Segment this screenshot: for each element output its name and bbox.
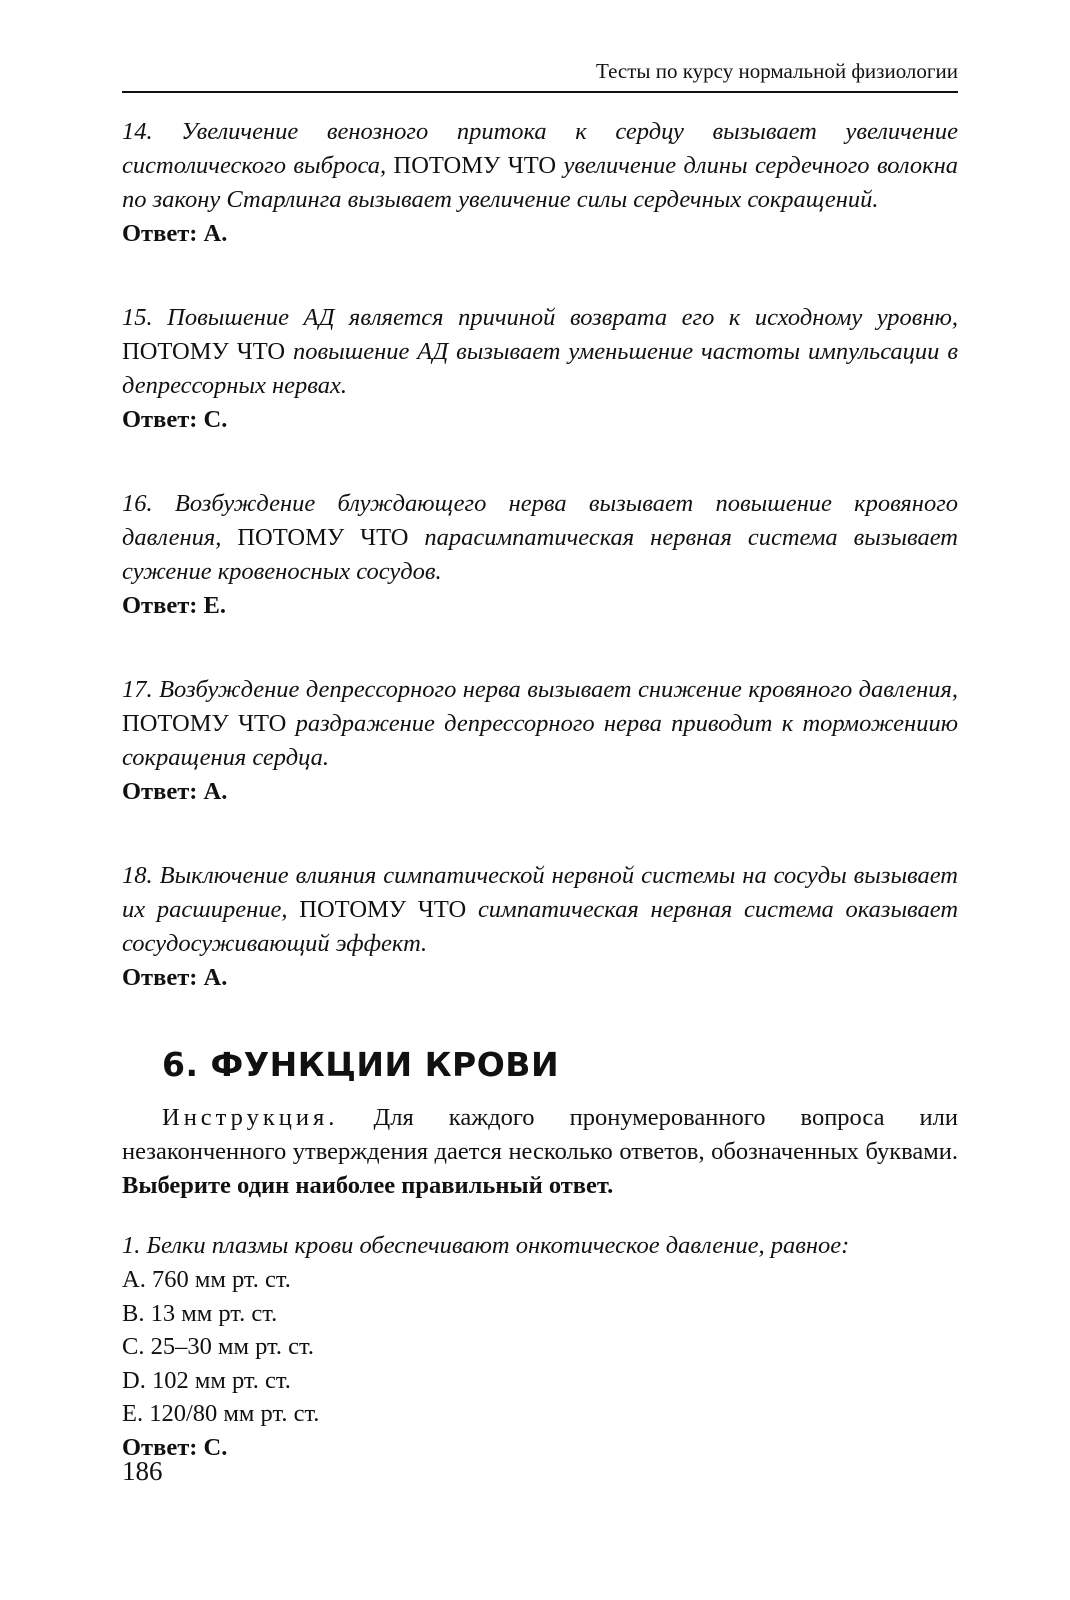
question-15 (122, 301, 958, 403)
question-statement: Возбуждение депрессорного нерва вызывает снижение кровяного давления, (159, 676, 959, 703)
question-statement: Возбуждение блуждающего нерва вызывает повышение кровяного давления, (122, 490, 959, 551)
question-reason: раздражение депрессорного нерва приводит к торможениию сокращения сердца. (122, 710, 958, 771)
mc-answer-1: Ответ: С. (122, 1433, 228, 1461)
mc-question-1 (122, 1229, 958, 1263)
option-b: B. 13 мм рт. ст. (122, 1299, 278, 1327)
question-number: 18. (122, 862, 153, 889)
instruction-text: Для каждого пронумерованного вопроса или незаконченного утверждения дается несколько ответов, обозначенных буквами. (122, 1104, 959, 1165)
question-14 (122, 115, 958, 217)
mc-options (122, 1263, 958, 1431)
mc-question-number: 1. (122, 1232, 141, 1259)
answer-14: Ответ: А. (122, 220, 228, 247)
instruction-lead: Инструкция. (162, 1104, 339, 1131)
answer-15: Ответ: С. (122, 406, 228, 433)
section-instruction (122, 1101, 958, 1203)
page-content (122, 115, 958, 1465)
question-18 (122, 859, 958, 961)
question-connector: ПОТОМУ ЧТО (299, 896, 467, 923)
question-number: 14. (122, 118, 153, 145)
page-number: 186 (122, 1456, 163, 1486)
question-connector: ПОТОМУ ЧТО (122, 338, 286, 365)
answer-16: Ответ: Е. (122, 592, 226, 619)
question-reason: повышение АД вызывает уменьшение частоты импульсации в депрессорных нервах. (122, 338, 958, 399)
mc-question-text: Белки плазмы крови обеспечивают онкотическое давление, равное: (146, 1232, 850, 1259)
question-statement: Увеличение венозного притока к сердцу вызывает увеличение систолического выброса, (122, 118, 959, 179)
question-reason: парасимпатическая нервная система вызывает сужение кровеносных сосудов. (122, 524, 958, 585)
question-number: 17. (122, 676, 153, 703)
question-number: 16. (122, 490, 153, 517)
question-connector: ПОТОМУ ЧТО (122, 710, 287, 737)
running-header: Тесты по курсу нормальной физиологии (596, 59, 958, 83)
question-statement: Выключение влияния симпатической нервной системы на сосуды вызывает их расширение, (122, 862, 959, 923)
option-d: D. 102 мм рт. ст. (122, 1366, 291, 1394)
instruction-bold: Выберите один наиболее правильный ответ. (122, 1172, 614, 1199)
section-title: 6. ФУНКЦИИ КРОВИ (162, 1045, 560, 1084)
header-rule (122, 91, 958, 93)
answer-17: Ответ: А. (122, 778, 228, 805)
question-connector: ПОТОМУ ЧТО (393, 152, 557, 179)
question-reason: увеличение длины сердечного волокна по закону Старлинга вызывает увеличение силы сердечных сокращений. (122, 152, 958, 213)
option-a: A. 760 мм рт. ст. (122, 1266, 291, 1293)
question-number: 15. (122, 304, 153, 331)
question-reason: симпатическая нервная система оказывает сосудосуживающий эффект. (122, 896, 959, 957)
question-17 (122, 673, 958, 775)
answer-18: Ответ: А. (122, 964, 228, 991)
question-statement: Повышение АД является причиной возврата его к исходному уровню, (167, 304, 958, 331)
option-e: E. 120/80 мм рт. ст. (122, 1400, 320, 1427)
option-c: C. 25–30 мм рт. ст. (122, 1333, 315, 1360)
question-connector: ПОТОМУ ЧТО (237, 524, 409, 551)
question-16 (122, 487, 958, 589)
